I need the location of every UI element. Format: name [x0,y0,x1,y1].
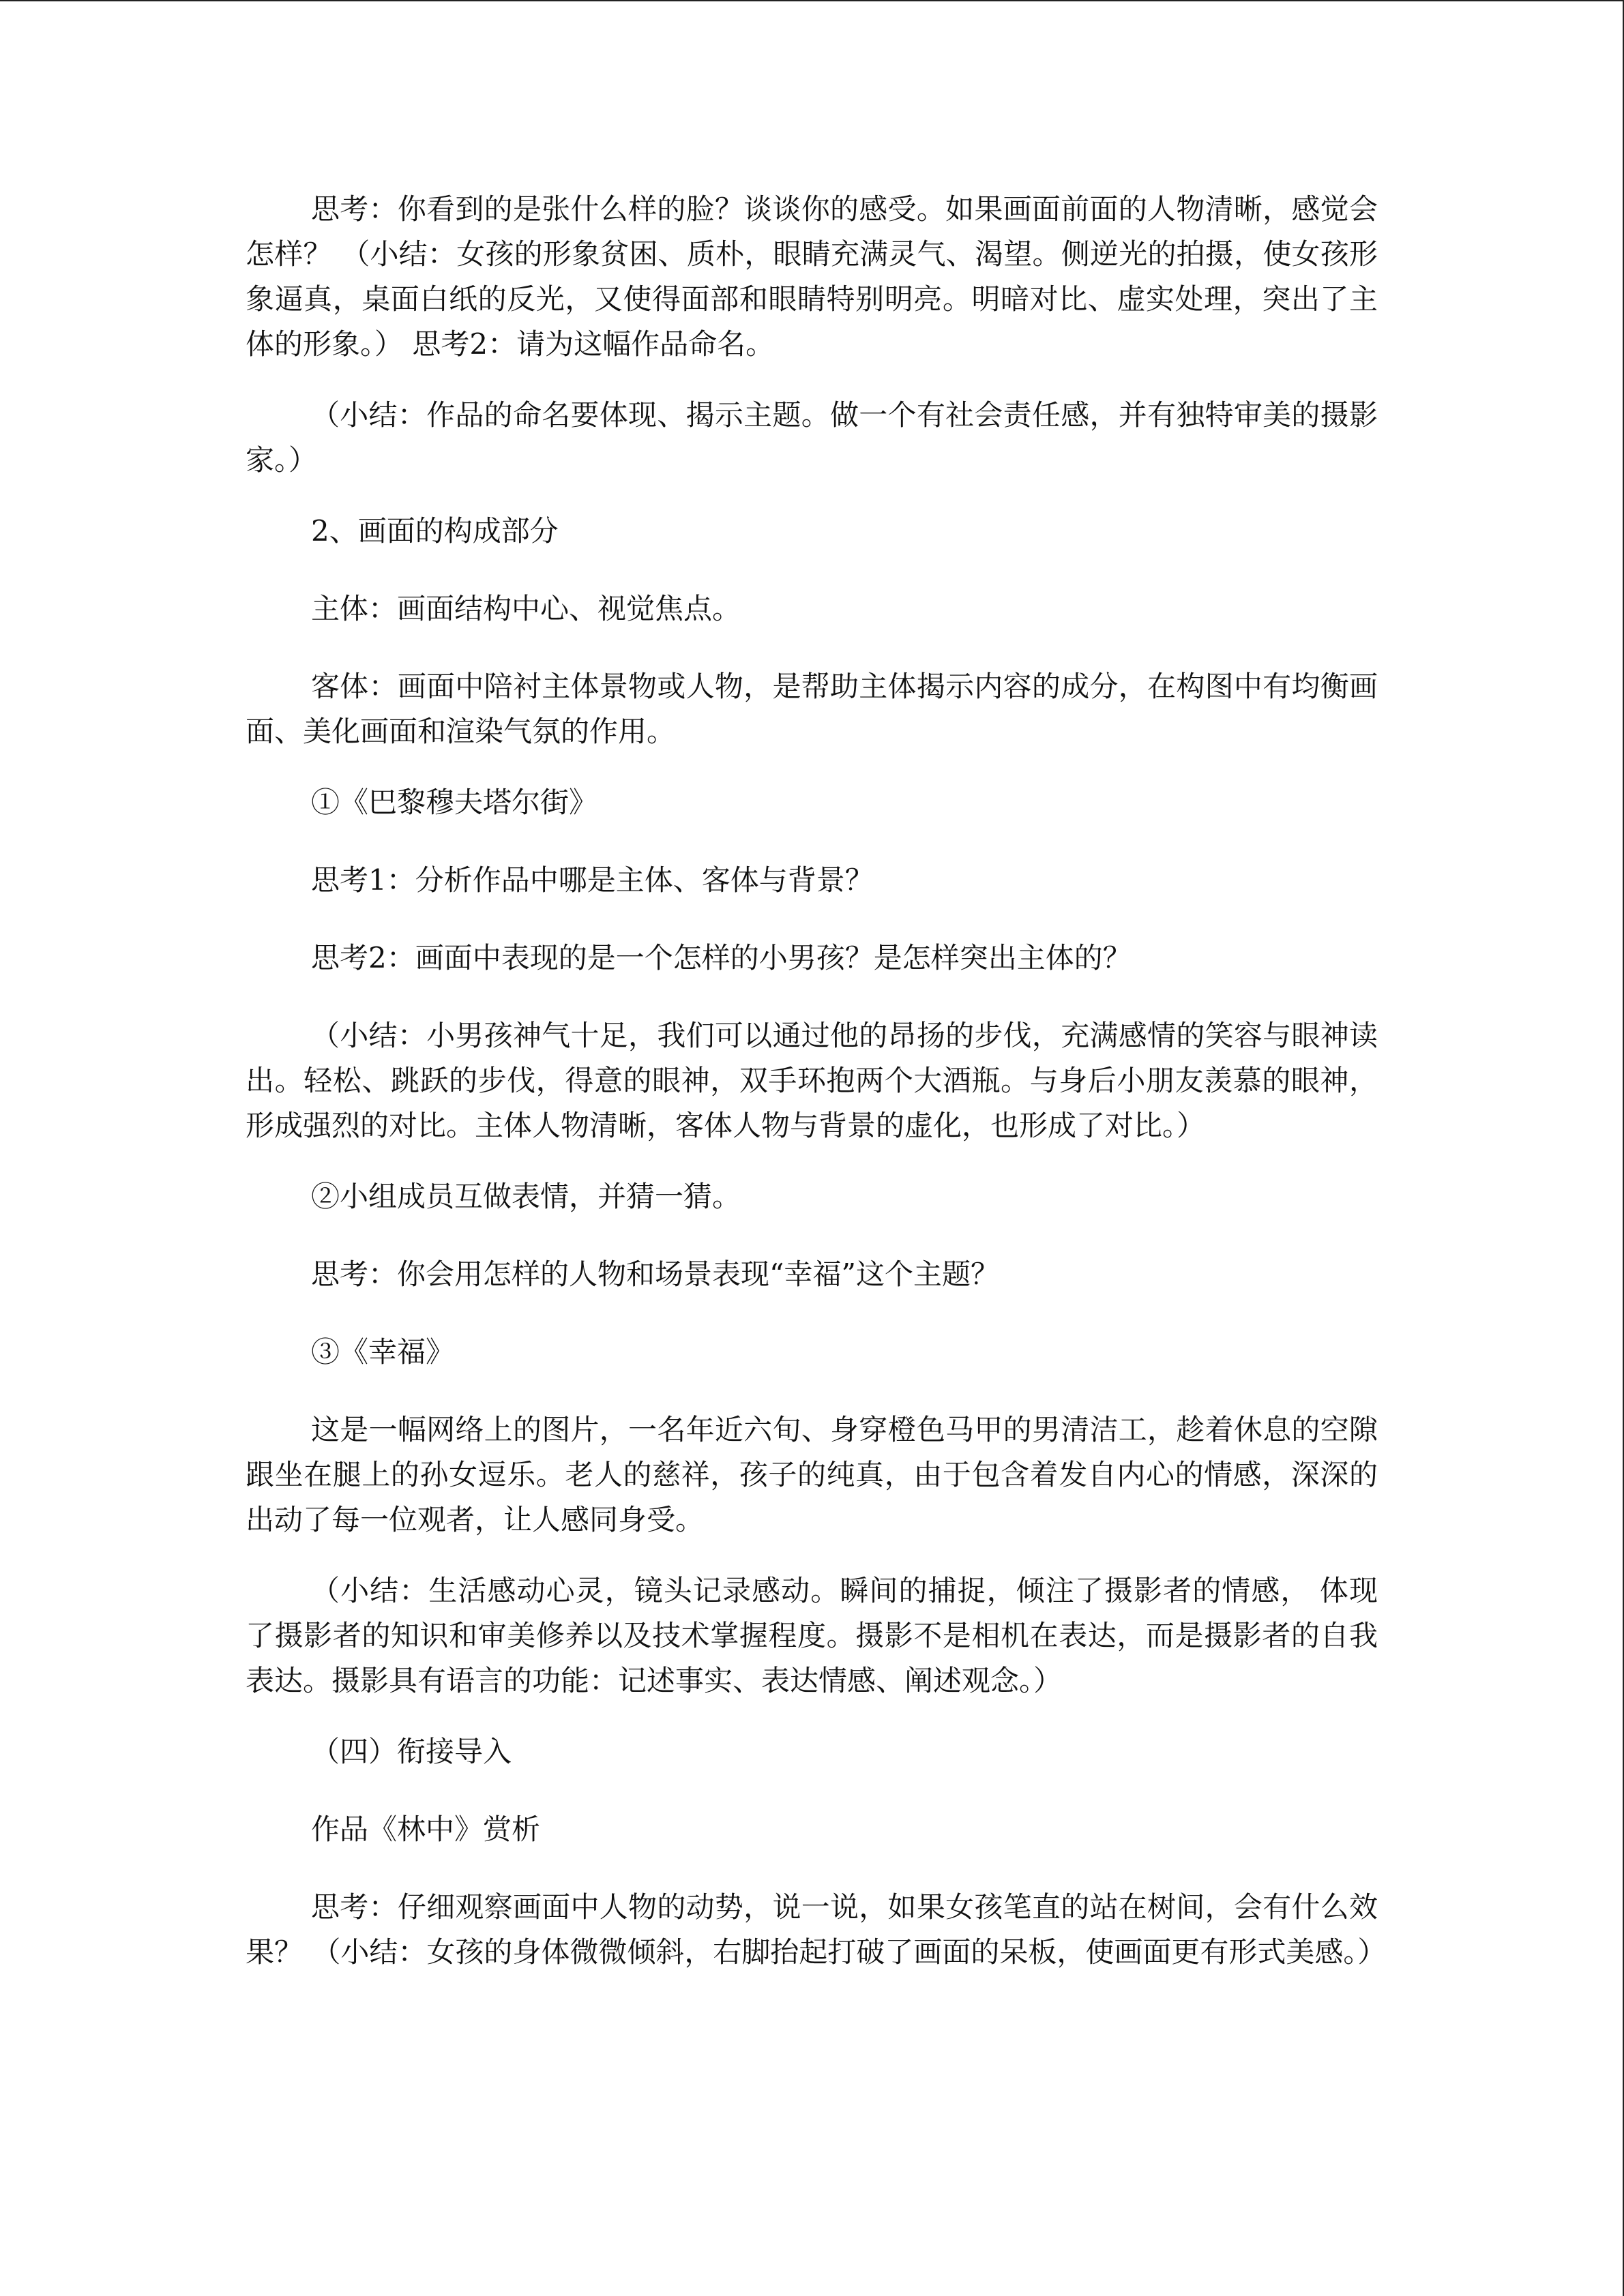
heading-paris-street: ①《巴黎穆夫塔尔街》 [311,786,598,819]
paragraph-think-face: 思考：你看到的是张什么样的脸？谈谈你的感受。如果画面前面的人物清晰，感觉会怎样？ （小结：女孩的形象贫困、质朴，眼睛充满灵气、渴望。侧逆光的拍摄，使女孩形象逼真，桌面白纸的反光，又使得面部和眼睛特别明亮。明暗对比、虚实处理，突出了主体的形象。） 思考2：请为这幅作品命名。 [246,192,1378,361]
paragraph-summary-photography: （小结：生活感动心灵，镜头记录感动。瞬间的捕捉，倾注了摄影者的情感， 体现了摄影者的知识和审美修养以及技术掌握程度。摄影不是相机在表达，而是摄影者的自我表达。摄影具有语言的功能：记述事实、表达情感、阐述观念。） [246,1574,1378,1697]
heading-happiness: ③《幸福》 [311,1335,455,1369]
paragraph-happiness-description: 这是一幅网络上的图片，一名年近六旬、身穿橙色马甲的男清洁工，趁着休息的空隙跟坐在腿上的孙女逗乐。老人的慈祥，孩子的纯真，由于包含着发自内心的情感，深深的出动了每一位观者，让人感同身受。 [246,1413,1378,1536]
heading-forest-appreciation: 作品《林中》赏析 [311,1813,541,1846]
paragraph-summary-boy: （小结：小男孩神气十足，我们可以通过他的昂扬的步伐，充满感情的笑容与眼神读出。轻松、跳跃的步伐，得意的眼神，双手环抱两个大酒瓶。与身后小朋友羡慕的眼神，形成强烈的对比。主体人物清晰，客体人物与背景的虚化，也形成了对比。） [246,1019,1378,1142]
paragraph-group-activity: ②小组成员互做表情，并猜一猜。 [311,1180,741,1213]
paragraph-subject-definition: 主体：画面结构中心、视觉焦点。 [311,592,741,625]
paragraph-think-1: 思考1：分析作品中哪是主体、客体与背景？ [311,863,874,897]
paragraph-summary-naming: （小结：作品的命名要体现、揭示主题。做一个有社会责任感，并有独特审美的摄影家。） [246,398,1378,477]
paragraph-object-definition: 客体：画面中陪衬主体景物或人物，是帮助主体揭示内容的成分，在构图中有均衡画面、美化画面和渲染气氛的作用。 [246,670,1378,748]
heading-composition-parts: 2、画面的构成部分 [311,514,559,548]
paragraph-think-2: 思考2：画面中表现的是一个怎样的小男孩？是怎样突出主体的？ [311,941,1132,974]
paragraph-think-forest: 思考：仔细观察画面中人物的动势，说一说，如果女孩笔直的站在树间，会有什么效果？ （小结：女孩的身体微微倾斜，右脚抬起打破了画面的呆板，使画面更有形式美感。） [246,1890,1387,1969]
paragraph-think-happiness: 思考：你会用怎样的人物和场景表现“幸福”这个主题？ [311,1257,999,1291]
heading-transition: （四）衔接导入 [311,1735,512,1768]
document-body [246,187,1387,2001]
